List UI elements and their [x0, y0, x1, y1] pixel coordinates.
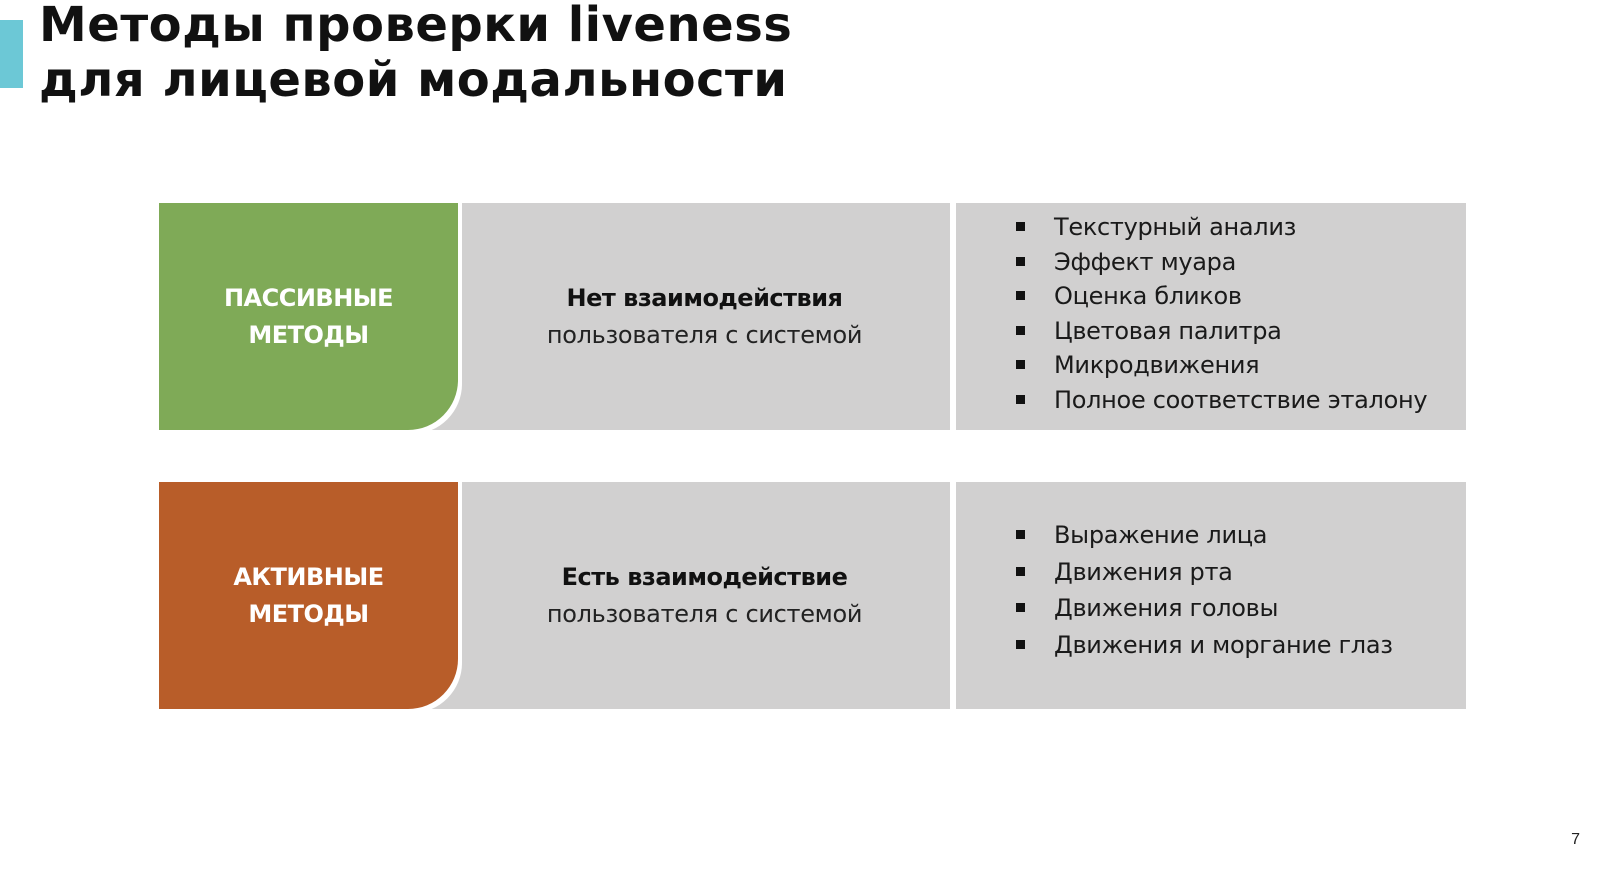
list-item-text: Выражение лица	[1054, 521, 1268, 549]
slide-title	[39, 0, 792, 108]
bullet-square-icon	[1016, 567, 1025, 576]
passive-description-bold: Нет взаимодействия	[566, 283, 843, 312]
bullet-square-icon	[1016, 291, 1025, 300]
list-item-text: Движения рта	[1054, 557, 1233, 586]
list-item-text: Текстурный анализ	[1054, 213, 1297, 241]
active-methods-row	[159, 482, 1466, 709]
passive-methods-row	[159, 203, 1466, 430]
passive-label-line-2: МЕТОДЫ	[248, 320, 369, 349]
list-item	[1016, 245, 1466, 280]
passive-description-text: пользователя с системой	[546, 320, 863, 349]
active-description	[409, 482, 950, 709]
list-item	[1016, 210, 1466, 245]
bullet-square-icon	[1016, 530, 1025, 539]
passive-label-line-1: ПАССИВНЫЕ	[223, 283, 394, 312]
bullet-square-icon	[1016, 257, 1025, 266]
list-item-text: Оценка бликов	[1054, 282, 1242, 310]
passive-methods-label	[159, 203, 458, 430]
active-label-line-1: АКТИВНЫЕ	[233, 562, 384, 591]
bullet-square-icon	[1016, 640, 1025, 649]
list-item-text: Движения и моргание глаз	[1054, 630, 1393, 659]
list-item	[1016, 627, 1466, 664]
list-item-text: Эффект муара	[1054, 247, 1237, 276]
active-methods-label	[159, 482, 458, 709]
passive-methods-list	[956, 203, 1466, 430]
active-description-text: пользователя с системой	[546, 599, 863, 628]
active-methods-list	[956, 482, 1466, 709]
active-description-bold: Есть взаимодействие	[561, 562, 848, 591]
active-label-line-2: МЕТОДЫ	[248, 599, 369, 628]
bullet-square-icon	[1016, 603, 1025, 612]
list-item	[1016, 383, 1466, 418]
page-number: 7	[1571, 831, 1580, 848]
bullet-square-icon	[1016, 222, 1025, 231]
list-item	[1016, 517, 1466, 554]
bullet-square-icon	[1016, 360, 1025, 369]
list-item	[1016, 279, 1466, 314]
list-item-text: Движения головы	[1054, 594, 1279, 622]
list-item	[1016, 554, 1466, 591]
slide-title-line-2: для лицевой модальности	[39, 52, 788, 108]
bullet-square-icon	[1016, 326, 1025, 335]
title-accent-bar	[0, 20, 23, 88]
list-item	[1016, 590, 1466, 627]
list-item-text: Микродвижения	[1054, 351, 1260, 379]
list-item-text: Полное соответствие эталону	[1054, 385, 1428, 414]
bullet-square-icon	[1016, 395, 1025, 404]
list-item	[1016, 348, 1466, 383]
slide-title-line-1: Методы проверки liveness	[39, 0, 793, 53]
list-item	[1016, 314, 1466, 349]
list-item-text: Цветовая палитра	[1054, 316, 1282, 345]
passive-description	[409, 203, 950, 430]
